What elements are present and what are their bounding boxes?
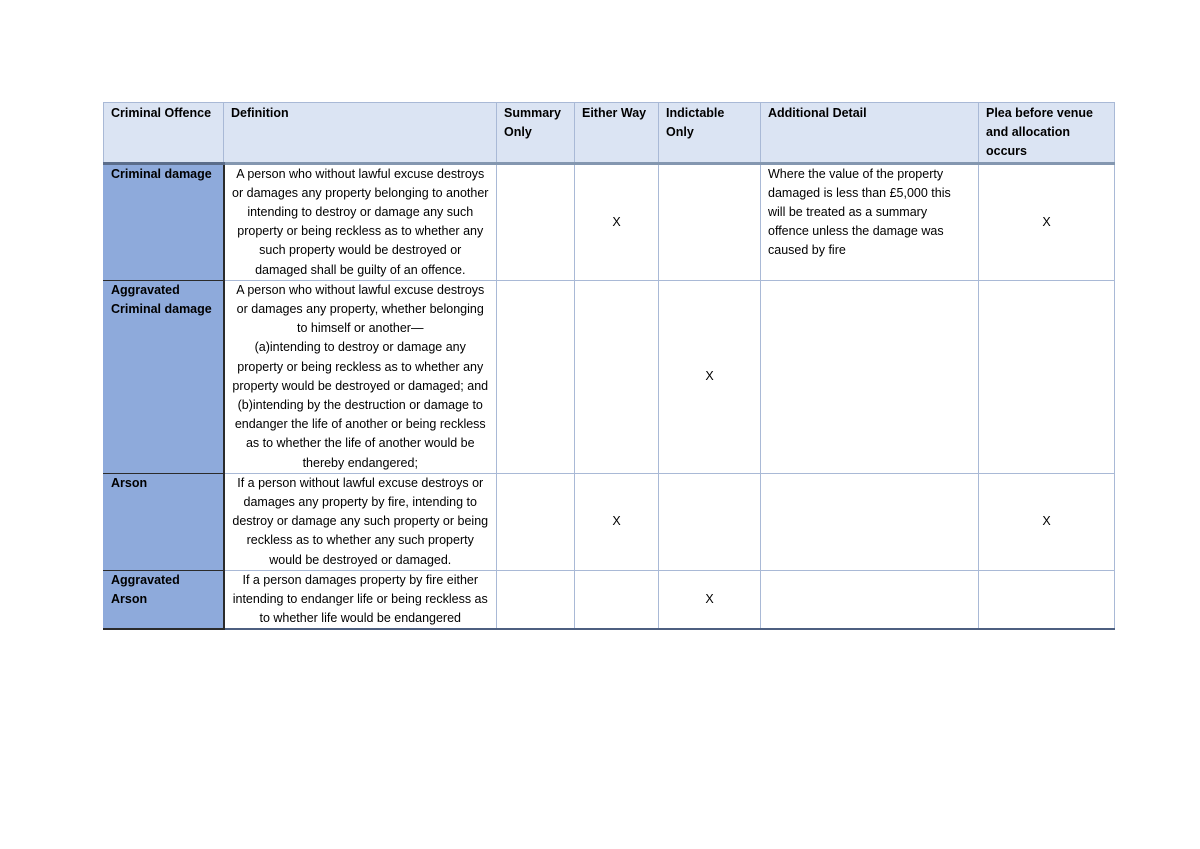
definition-line: A person who without lawful excuse destroys or damages any property, whether belonging to himself or another— [236,282,485,336]
indictable-only-cell [659,163,761,280]
summary-only-cell [497,280,575,473]
header-definition: Definition [224,103,497,164]
offence-definition: A person who without lawful excuse destroys or damages any property belonging to another intending to destroy or damage any such property or being reckless as to whether any such property would be destroyed or damaged shall be guilty of an offence. [224,163,497,280]
plea-before-venue-cell [979,280,1115,473]
header-row [104,103,1115,164]
header-criminal-offence: Criminal Offence [104,103,224,164]
definition-line: (b)intending by the destruction or damage to endanger the life of another or being reckless as to whether the life of another would be thereby endangered; [234,398,486,470]
offence-name: Criminal damage [104,163,224,280]
header-indictable-only: Indictable Only [659,103,761,164]
summary-only-cell [497,163,575,280]
offence-definition [224,280,497,473]
either-way-cell [575,570,659,629]
additional-detail-cell [761,570,979,629]
summary-only-cell [497,473,575,570]
table-body [104,163,1115,629]
header-plea-before-venue: Plea before venue and allocation occurs [979,103,1115,164]
offence-definition: If a person without lawful excuse destroys or damages any property by fire, intending to destroy or damage any such property or being reckless as to whether any such property would be destroyed or damaged. [224,473,497,570]
offences-table [103,102,1115,630]
offence-name: Aggravated Criminal damage [104,280,224,473]
either-way-cell [575,280,659,473]
plea-before-venue-cell: X [979,473,1115,570]
either-way-cell: X [575,163,659,280]
plea-before-venue-cell: X [979,163,1115,280]
table-row [104,163,1115,280]
plea-before-venue-cell [979,570,1115,629]
additional-detail-cell [761,280,979,473]
header-additional-detail: Additional Detail [761,103,979,164]
indictable-only-cell: X [659,280,761,473]
offence-definition: If a person damages property by fire either intending to endanger life or being reckless as to whether life would be endangered [224,570,497,629]
table-header [104,103,1115,164]
summary-only-cell [497,570,575,629]
definition-line: (a)intending to destroy or damage any property or being reckless as to whether any property would be destroyed or damaged; and [232,340,489,393]
indictable-only-cell: X [659,570,761,629]
table-row [104,570,1115,629]
offence-name: Arson [104,473,224,570]
table-row [104,473,1115,570]
table-row [104,280,1115,473]
either-way-cell: X [575,473,659,570]
additional-detail-cell: Where the value of the property damaged is less than £5,000 this will be treated as a summary offence unless the damage was caused by fire [761,163,979,280]
indictable-only-cell [659,473,761,570]
offence-name: Aggravated Arson [104,570,224,629]
additional-detail-cell [761,473,979,570]
header-summary-only: Summary Only [497,103,575,164]
header-either-way: Either Way [575,103,659,164]
